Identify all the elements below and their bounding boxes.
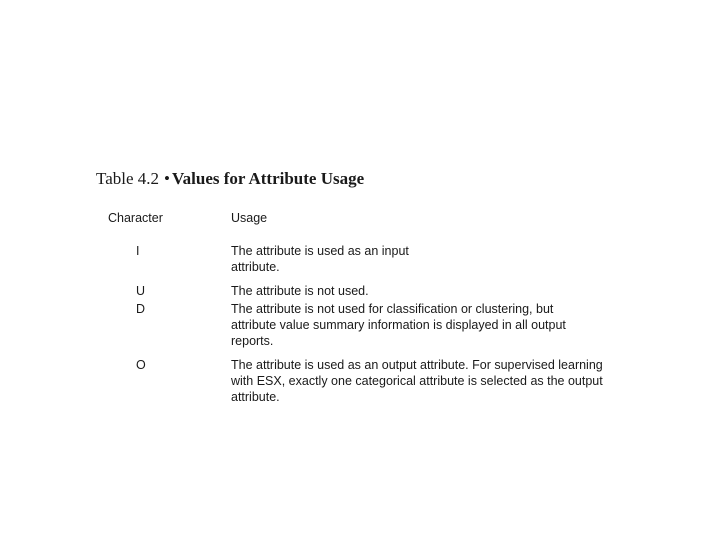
character-cell: O bbox=[136, 358, 146, 372]
table-row bbox=[108, 357, 648, 405]
table-number: Table 4.2 bbox=[96, 169, 160, 188]
usage-cell: The attribute is used as an output attribute. For supervised learning with ESX, exactly one categorical attribute is selected as the output attribute. bbox=[231, 358, 603, 404]
attribute-usage-table bbox=[108, 210, 648, 407]
usage-cell: The attribute is used as an input attribute. bbox=[231, 244, 409, 274]
caption-bullet: • bbox=[164, 169, 170, 188]
table-row bbox=[108, 243, 648, 275]
table-row bbox=[108, 301, 648, 349]
usage-cell: The attribute is not used for classification or clustering, but attribute value summary information is displayed in all output reports. bbox=[231, 302, 566, 348]
column-header-character: Character bbox=[108, 211, 163, 225]
column-header-usage: Usage bbox=[231, 211, 268, 225]
character-cell: U bbox=[136, 284, 146, 298]
character-cell: I bbox=[136, 244, 140, 258]
table-title: Values for Attribute Usage bbox=[171, 169, 365, 188]
character-cell: D bbox=[136, 302, 146, 316]
table-caption bbox=[96, 168, 364, 190]
table-row bbox=[108, 283, 648, 299]
usage-cell: The attribute is not used. bbox=[231, 284, 369, 298]
table-header-row bbox=[108, 210, 648, 228]
